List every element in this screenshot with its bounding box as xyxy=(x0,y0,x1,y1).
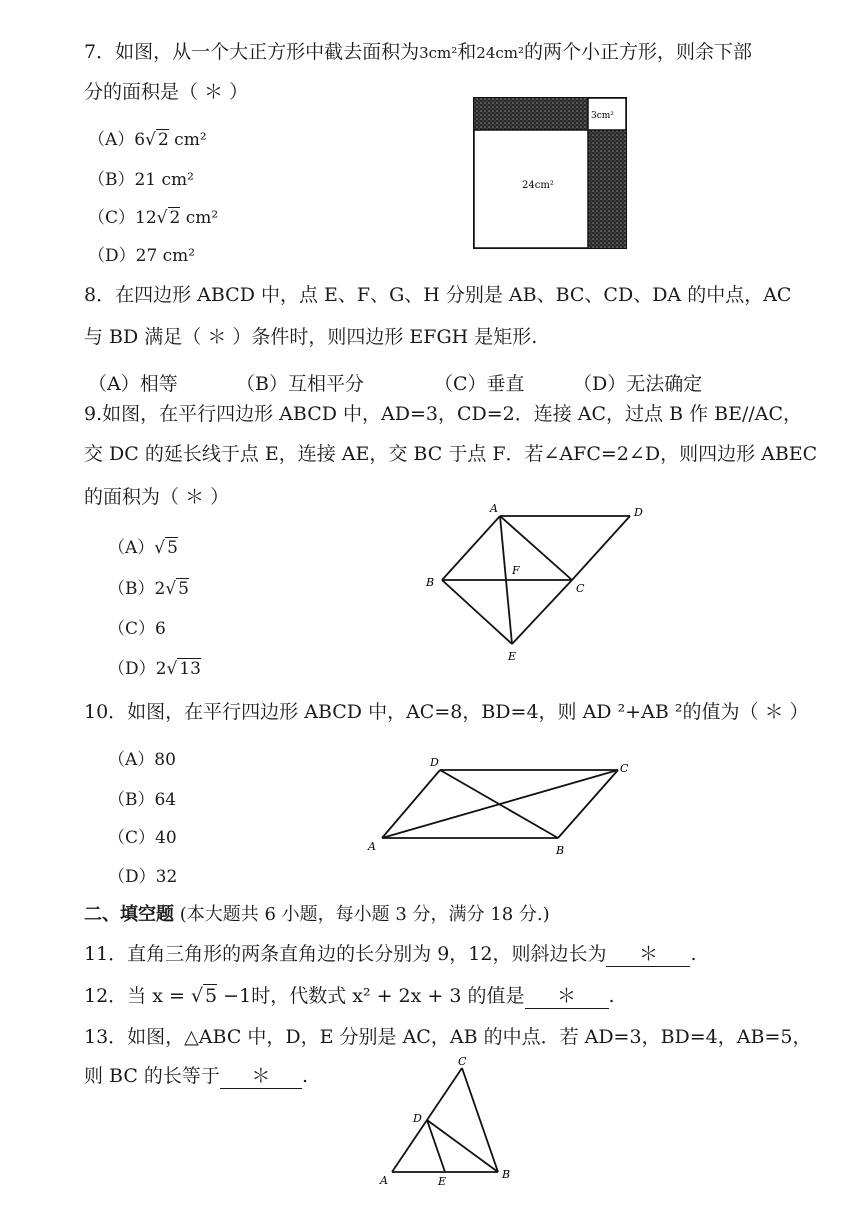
q10-option-d: （D）32 xyxy=(108,867,178,887)
point-label-e: E xyxy=(508,650,517,663)
q7-line1 xyxy=(84,40,752,65)
point-label-a: A xyxy=(490,502,498,515)
sqrt-sign: √ 13 xyxy=(166,659,201,679)
q7-option-c-coef: 12 xyxy=(135,208,157,228)
point-label-a: A xyxy=(380,1174,388,1187)
q9-option-c: （C）6 xyxy=(108,619,166,639)
q9-option-a-label: （A） xyxy=(108,538,155,558)
large-square-label: 24cm² xyxy=(522,180,554,191)
q11-line xyxy=(84,942,697,967)
q7-value-a: 3cm² xyxy=(419,44,458,62)
q13-line2 xyxy=(84,1064,308,1089)
q7-option-a xyxy=(88,128,207,152)
q9-option-d xyxy=(108,657,201,681)
q9-option-b xyxy=(108,577,189,601)
q8-option-c: （C）垂直 xyxy=(434,373,525,395)
point-label-e: E xyxy=(438,1175,447,1188)
q8-option-b: （B）互相平分 xyxy=(236,373,364,395)
q7-option-a-label: （A） xyxy=(88,130,135,150)
q8-option-d: （D）无法确定 xyxy=(573,373,703,395)
sqrt-sign: √ 2 xyxy=(156,208,181,228)
q7-option-d: （D）27 cm² xyxy=(88,246,196,266)
section-note: (本大题共 6 小题，每小题 3 分，满分 18 分.) xyxy=(174,904,550,925)
q7-option-b: （B）21 cm² xyxy=(88,170,194,190)
point-label-b: B xyxy=(426,576,435,589)
q8-line2: 与 BD 满足（ ＊ ）条件时，则四边形 EFGH 是矩形. xyxy=(84,326,538,348)
q7-square-figure xyxy=(468,94,632,252)
point-label-b: B xyxy=(556,844,565,857)
q7-line2: 分的面积是（ ＊ ） xyxy=(84,81,249,103)
q7-option-a-unit: cm² xyxy=(168,130,207,150)
q8-option-a: （A）相等 xyxy=(88,373,178,395)
point-label-d: D xyxy=(634,506,643,519)
q10-option-a: （A）80 xyxy=(108,750,176,770)
q9-option-b-label: （B）2 xyxy=(108,579,166,599)
q11-end: . xyxy=(690,943,697,965)
q10-parallelogram-figure xyxy=(362,752,652,860)
q7-option-a-coef: 6 xyxy=(134,130,146,150)
q7-option-c-unit: cm² xyxy=(180,208,219,228)
q13-text: 则 BC 的长等于 xyxy=(84,1065,220,1087)
q9-line3: 的面积为（ ＊ ） xyxy=(84,486,230,508)
point-label-a: A xyxy=(368,840,376,853)
q12-text-b: −1时，代数式 x² + 2x + 3 的值是 xyxy=(217,985,525,1007)
answer-blank: ＊ xyxy=(606,942,690,967)
q12-text-a: 12．当 x = xyxy=(84,985,191,1007)
q9-line2: 交 DC 的延长线于点 E，连接 AE，交 BC 于点 F．若∠AFC=2∠D，则四边形 ABEC xyxy=(84,443,818,465)
point-label-c: C xyxy=(458,1055,467,1068)
q7-and: 和 xyxy=(457,41,477,63)
point-label-d: D xyxy=(430,756,439,769)
section-heading xyxy=(84,903,550,927)
q13-end: . xyxy=(301,1065,308,1087)
point-label-c: C xyxy=(576,582,585,595)
sqrt-sign: √ 5 xyxy=(190,985,218,1007)
q7-option-c xyxy=(88,206,218,230)
shaded-right xyxy=(588,130,626,248)
q9-option-a xyxy=(108,536,178,560)
q9-option-d-label: （D）2 xyxy=(108,659,167,679)
q8-line1: 8．在四边形 ABCD 中，点 E、F、G、H 分别是 AB、BC、CD、DA 的中点，AC xyxy=(84,284,792,306)
q9-parallelogram-figure xyxy=(420,498,660,668)
answer-blank: ＊ xyxy=(525,984,609,1009)
answer-blank: ＊ xyxy=(220,1064,302,1089)
q9-line1: 9.如图，在平行四边形 ABCD 中，AD=3，CD=2．连接 AC，过点 B 作 BE//AC， xyxy=(84,403,803,425)
small-square-label: 3cm² xyxy=(591,111,614,121)
q7-option-c-label: （C） xyxy=(88,208,136,228)
point-label-d: D xyxy=(413,1112,422,1125)
q13-line1: 13．如图，△ABC 中，D，E 分别是 AC，AB 的中点．若 AD=3，BD=4，AB=5， xyxy=(84,1026,812,1048)
point-label-b: B xyxy=(502,1168,511,1181)
section-title: 二、填空题 xyxy=(84,904,174,925)
q7-text-b: 的两个小正方形，则余下部 xyxy=(524,41,753,63)
point-label-c: C xyxy=(620,762,629,775)
q10-option-b: （B）64 xyxy=(108,790,177,810)
q11-text: 11．直角三角形的两条直角边的长分别为 9，12，则斜边长为 xyxy=(84,943,607,965)
q7-value-b: 24cm² xyxy=(476,44,525,62)
sqrt-sign: √ 2 xyxy=(145,130,169,150)
sqrt-sign: √ 5 xyxy=(165,579,189,599)
q7-text-a: 7．如图，从一个大正方形中截去面积为 xyxy=(84,41,420,63)
q12-line xyxy=(84,984,615,1009)
point-label-f: F xyxy=(512,564,520,577)
q10-option-c: （C）40 xyxy=(108,828,177,848)
q12-end: . xyxy=(608,985,615,1007)
q13-triangle-figure xyxy=(374,1052,524,1192)
sqrt-sign: √ 5 xyxy=(154,538,178,558)
q10-line1: 10．如图，在平行四边形 ABCD 中，AC=8，BD=4，则 AD ²+AB ²的值为（ ＊ ） xyxy=(84,701,809,723)
